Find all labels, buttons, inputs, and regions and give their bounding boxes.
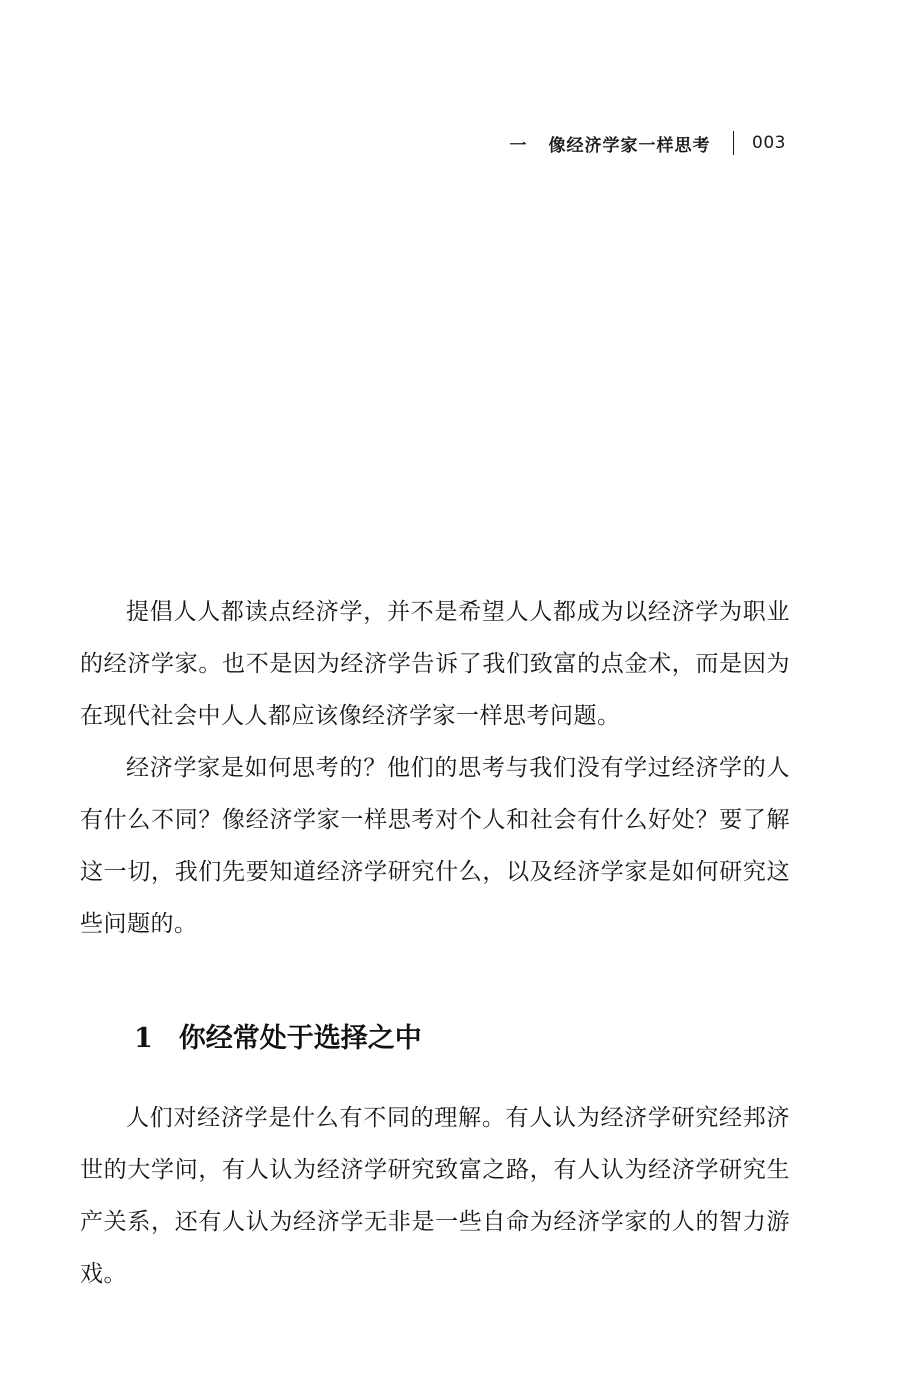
section-heading [134, 1016, 422, 1055]
intro-paragraph: 经济学家是如何思考的？他们的思考与我们没有学过经济学的人有什么不同？像经济学家一样思考对个人和社会有什么好处？要了解这一切，我们先要知道经济学研究什么，以及经济学家是如何研究这些问题的。 [80, 755, 790, 937]
section-title: 你经常处于选择之中 [178, 1023, 422, 1054]
intro-paragraph: 提倡人人都读点经济学，并不是希望人人都成为以经济学为职业的经济学家。也不是因为经济学告诉了我们致富的点金术，而是因为在现代社会中人人都应该像经济学家一样思考问题。 [80, 599, 790, 729]
section-paragraph: 人们对经济学是什么有不同的理解。有人认为经济学研究经邦济世的大学问，有人认为经济学研究致富之路，有人认为经济学研究生产关系，还有人认为经济学无非是一些自命为经济学家的人的智力游戏。 [80, 1105, 790, 1287]
intro-text [80, 586, 790, 950]
section-number: 1 [134, 1023, 153, 1054]
section-text [80, 1092, 790, 1300]
running-header [510, 128, 786, 158]
chapter-title: 像经济学家一样思考 [548, 135, 711, 156]
page-number: 003 [752, 133, 786, 153]
header-separator [733, 131, 735, 155]
header-dash: 一 [509, 135, 527, 156]
